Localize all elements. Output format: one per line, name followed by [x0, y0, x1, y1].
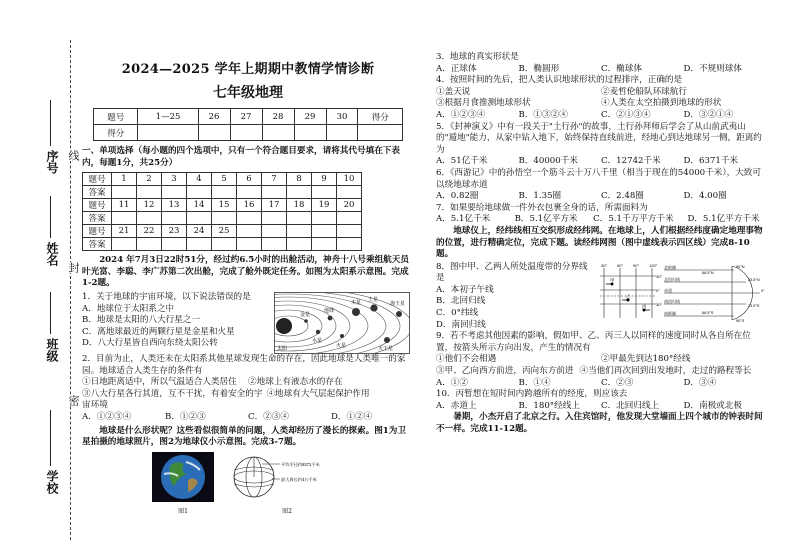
question-number-cell: 8: [287, 173, 312, 186]
question-10: 10．丙暂想在短时间内跨越所有的经度，则应该去: [436, 389, 628, 400]
q1-option-b[interactable]: B．地球是太阳的八大行星之一: [82, 315, 201, 326]
q4-item-3: ③根据月食推测地球形状: [436, 98, 531, 109]
q9-choices: [436, 378, 766, 390]
q5-option-d[interactable]: D．6371千米: [683, 156, 739, 167]
question-number-cell: 12: [137, 199, 162, 212]
seat-label: 序号: [45, 150, 59, 174]
q8-option-d[interactable]: D．南回归线: [436, 319, 486, 330]
score-th: 28: [262, 109, 294, 125]
answer-cell[interactable]: [262, 212, 287, 225]
q9-item-1: ①他们不会相遇: [436, 354, 497, 365]
answer-cell[interactable]: [187, 186, 212, 199]
solar-label: 木星: [351, 299, 362, 306]
solar-label-sun: 太阳: [277, 345, 288, 352]
zone-label: 北回归线: [664, 276, 680, 282]
q10-option-d[interactable]: D．南极或北极: [683, 400, 742, 411]
question-number-cell: 21: [112, 225, 137, 238]
question-number-cell: 20: [337, 199, 362, 212]
answer-grid-number-row: [83, 225, 362, 238]
question-number-cell: 19: [312, 199, 337, 212]
score-table: [93, 108, 403, 141]
zone-label: 南回归线: [664, 298, 680, 304]
earth-photo: [152, 452, 214, 502]
q4-items-row2: [436, 98, 766, 110]
section1-instruction: 一、单项选择（每小题的四个选项中，只有一个符合题目要求，请将其代号填在下表内，每题1分，共25分）: [82, 146, 400, 168]
solar-label: 海王星: [390, 300, 406, 307]
answer-grid-answer-row: [83, 238, 362, 251]
q4-choice-d[interactable]: D．③②①④: [683, 109, 734, 120]
zone-lat-label: 23.5°N: [748, 277, 760, 282]
q4-item-1: ①盖天说: [436, 86, 471, 97]
answer-cell[interactable]: [262, 186, 287, 199]
q9-items-row1: [436, 354, 766, 366]
q8-option-c[interactable]: C．0°纬线: [436, 308, 479, 319]
planet-icon: [384, 337, 390, 343]
q5-option-a[interactable]: A．51亿千米: [436, 156, 488, 167]
q6-option-c[interactable]: C．2.48圈: [601, 191, 644, 202]
answer-grid-answer-row: [83, 212, 362, 225]
planet-icon: [370, 304, 377, 311]
answer-grid-number-row: [83, 173, 362, 186]
q4-choice-c[interactable]: C．②①③④: [601, 109, 651, 120]
q10-options: [436, 401, 766, 413]
q2-item-1: ①日地距离适中，所以气温适合人类居住: [82, 377, 237, 388]
answer-grid-row-label: 题号: [83, 173, 112, 186]
solar-label: 地球: [324, 307, 335, 314]
zone-lat-label: 0°: [761, 288, 765, 293]
question-number-cell: 10: [337, 173, 362, 186]
zone-label: 北极圈: [664, 264, 676, 270]
q2-choices: [82, 412, 414, 424]
map-person-label: 丙: [642, 303, 647, 309]
q4-choice-b[interactable]: B．①③②④: [518, 109, 568, 120]
q2-item-3: ③八大行星各行其道，互不干扰，有着安全的宇宙环境: [82, 388, 263, 411]
map-long-label: 120°: [649, 262, 658, 268]
question-number-cell: 14: [187, 199, 212, 212]
school-label: 学校: [45, 470, 59, 494]
right-column: [436, 52, 766, 552]
question-number-cell: 2: [137, 173, 162, 186]
planet-icon: [304, 319, 308, 323]
class-label: 班级: [45, 338, 59, 362]
zone-lat-label: 66.5°S: [702, 310, 714, 315]
score-th: 29: [294, 109, 326, 125]
score-row-label: 得分: [94, 125, 138, 141]
answer-cell[interactable]: [287, 238, 312, 251]
class-blank[interactable]: [50, 292, 51, 334]
score-th: 27: [230, 109, 262, 125]
q9-choice-c[interactable]: C．②③: [601, 377, 634, 388]
question-number-cell: [237, 225, 262, 238]
answer-cell[interactable]: [237, 186, 262, 199]
map-lat-label: 30°: [656, 273, 662, 279]
solar-label: 天王星: [378, 345, 394, 352]
answer-cell[interactable]: [162, 238, 187, 251]
answer-cell[interactable]: [187, 238, 212, 251]
answer-grid: [82, 172, 362, 251]
figure-2-caption: 图2: [282, 507, 292, 515]
answer-cell[interactable]: [337, 212, 362, 225]
answer-grid-row-label: 答案: [83, 238, 112, 251]
q7-option-d[interactable]: D．5.1亿平方千米: [687, 214, 760, 225]
score-table-header: [94, 109, 403, 125]
question-6: 6．《西游记》中的孙悟空一个筋斗云十万八千里（相当于现在的54000千米），大致可以绕地球赤道: [436, 167, 761, 190]
name-blank[interactable]: [50, 196, 51, 238]
map-lat-label: 0°: [656, 287, 660, 293]
zone-label: 南极圈: [664, 310, 676, 316]
answer-cell[interactable]: [312, 186, 337, 199]
question-number-cell: 17: [262, 199, 287, 212]
question-number-cell: 7: [262, 173, 287, 186]
q6-option-d[interactable]: D．4.00圈: [683, 191, 727, 202]
score-cell[interactable]: [230, 125, 262, 141]
answer-cell[interactable]: [287, 212, 312, 225]
answer-cell[interactable]: [112, 186, 137, 199]
question-3: 3．地球的真实形状是: [436, 52, 519, 62]
q1-option-a[interactable]: A．地球位于太阳系之中: [82, 303, 175, 314]
question-number-cell: [337, 225, 362, 238]
q9-item-3: ③甲、乙向西方前进，丙向东方前进: [436, 366, 574, 377]
seal-line: [70, 40, 71, 540]
answer-grid-row-label: 题号: [83, 199, 112, 212]
question-7: 7．如果要给地球做一件外衣包裹全身的话，所需面料为: [436, 202, 648, 213]
question-number-cell: 9: [312, 173, 337, 186]
q2-choice-d[interactable]: D．①②④: [331, 411, 373, 422]
answer-cell[interactable]: [212, 212, 237, 225]
answer-cell[interactable]: [137, 212, 162, 225]
intro-8-10: 地球仪上，经纬线相互交织形成经纬网。在地球上，人们根据经纬度确定地理事物的位置，进行精确定位，完成下题。读经纬网图（图中虚线表示四区线）完成8-10题。: [436, 225, 763, 260]
answer-grid-row-label: 答案: [83, 186, 112, 199]
question-8: 8．图中甲、乙两人所处温度带的分界线是: [436, 261, 588, 284]
exam-subtitle: 七年级地理: [213, 85, 283, 101]
q4-items-row1: [436, 87, 766, 99]
planet-icon: [316, 330, 320, 334]
answer-grid-row-label: 答案: [83, 212, 112, 225]
school-blank[interactable]: [50, 410, 51, 466]
q3-option-c[interactable]: C．椭球体: [601, 63, 642, 74]
q10-option-c[interactable]: C．北回归线上: [601, 400, 660, 411]
question-number-cell: 13: [162, 199, 187, 212]
q10-option-a[interactable]: A．赤道上: [436, 400, 477, 411]
q3-option-d[interactable]: D．不规则球体: [683, 63, 742, 74]
score-th: 题号: [94, 109, 138, 125]
question-number-cell: [312, 225, 337, 238]
q7-option-c[interactable]: C．5.1千万平方千米: [593, 214, 674, 225]
q7-option-a[interactable]: A．5.1亿千米: [436, 214, 491, 225]
question-4: 4．按照时间的先后，把人类认识地球形状的过程排序，正确的是: [436, 75, 683, 86]
seal-char-line: 线: [67, 150, 79, 161]
q3-option-a[interactable]: A．正球体: [436, 63, 477, 74]
q4-choice-a[interactable]: A．①②③④: [436, 109, 486, 120]
answer-cell[interactable]: [112, 238, 137, 251]
q1-option-c[interactable]: C．离地球最近的两颗行星是金星和火星: [82, 326, 235, 337]
planet-icon: [328, 316, 333, 321]
question-number-cell: 11: [112, 199, 137, 212]
answer-grid-number-row: [83, 199, 362, 212]
answer-cell[interactable]: [187, 212, 212, 225]
question-number-cell: [262, 225, 287, 238]
globe-radius-label: 平均半径约6371千米: [281, 461, 320, 467]
question-number-cell: 1: [112, 173, 137, 186]
solar-label: 土星: [368, 296, 379, 303]
q2-choice-a[interactable]: A．①②③④: [82, 411, 132, 422]
score-cell[interactable]: [198, 125, 230, 141]
name-label: 姓名: [45, 242, 59, 266]
answer-cell[interactable]: [212, 186, 237, 199]
score-cell[interactable]: [326, 125, 358, 141]
left-column: [82, 52, 414, 552]
q9-choice-d[interactable]: D．③④: [683, 377, 717, 388]
answer-cell[interactable]: [162, 212, 187, 225]
q6-options: [436, 191, 766, 203]
zone-lat-label: 90°S: [736, 318, 745, 323]
zone-lat-label: 23.5°S: [748, 303, 760, 308]
answer-cell[interactable]: [137, 238, 162, 251]
intro-3-7: 地球是什么形状呢？这些看似很简单的问题，人类却经历了漫长的探索。图1为卫星拍摄的地球照片，图2为地球仪小示意图。完成3-7题。: [82, 425, 406, 448]
q9-items-row2: [436, 366, 766, 378]
q7-options: [436, 214, 766, 226]
q3-options: [436, 64, 766, 76]
q9-item-2: ②甲最先到达180°经线: [601, 354, 691, 365]
score-th: 30: [326, 109, 358, 125]
q5-option-c[interactable]: C．12742千米: [601, 156, 661, 167]
question-2: 2．目前为止，人类还未在太阳系其他星球发现生命的存在，因此地球是人类唯一的家园。地球适合人类生存的条件有: [82, 353, 406, 376]
q1-text-block: [82, 292, 274, 354]
q1-q2-block: [82, 292, 414, 354]
answer-cell[interactable]: [237, 212, 262, 225]
answer-grid-row-label: 题号: [83, 225, 112, 238]
figure-2: [232, 452, 342, 515]
q2-item-4: ④地球有大气层起保护作用: [266, 388, 370, 399]
score-th: 1—25: [138, 109, 198, 125]
score-table-row: [94, 125, 403, 141]
map-long-label: 30°: [601, 262, 608, 268]
seal-char-seal: 封: [67, 262, 79, 273]
answer-cell[interactable]: [312, 238, 337, 251]
solar-label: 火星: [336, 342, 347, 349]
seal-char-secret: 密: [67, 395, 79, 406]
binding-margin: [0, 0, 79, 560]
question-number-cell: [287, 225, 312, 238]
zone-lat-label: 90°N: [736, 264, 745, 269]
map-person-label: 乙: [626, 293, 631, 299]
q10-option-b[interactable]: B．180°经线上: [518, 400, 580, 411]
q4-item-2: ②麦哲伦船队环球航行: [601, 86, 687, 97]
score-th: 得分: [358, 109, 403, 125]
figure-1: [152, 452, 214, 515]
answer-cell[interactable]: [337, 238, 362, 251]
exam-title: 2024—2025 学年上期期中教情学情诊断: [121, 62, 375, 77]
question-number-cell: 4: [187, 173, 212, 186]
answer-cell[interactable]: [337, 186, 362, 199]
q1-option-d[interactable]: D．八大行星皆自西向东绕太阳公转: [82, 338, 218, 349]
question-number-cell: 15: [212, 199, 237, 212]
answer-cell[interactable]: [162, 186, 187, 199]
q5-option-b[interactable]: B．40000千米: [518, 156, 578, 167]
planet-icon: [340, 334, 344, 338]
question-number-cell: 6: [237, 173, 262, 186]
question-number-cell: 25: [212, 225, 237, 238]
score-cell[interactable]: [358, 125, 403, 141]
q6-option-b[interactable]: B．1.35圈: [518, 191, 562, 202]
zone-lat-label: 66.5°N: [702, 270, 714, 275]
map-person-label: 甲: [610, 277, 615, 283]
answer-cell[interactable]: [312, 212, 337, 225]
answer-grid-answer-row: [83, 186, 362, 199]
q2-items-row1: [82, 377, 414, 389]
score-th: 26: [198, 109, 230, 125]
q2-items-row2: [82, 389, 414, 412]
score-cell[interactable]: [294, 125, 326, 141]
answer-cell[interactable]: [212, 238, 237, 251]
answer-cell[interactable]: [137, 186, 162, 199]
q9-item-4: ④当他们再次回到出发地时，走过的路程等长: [579, 366, 752, 377]
question-number-cell: 23: [162, 225, 187, 238]
q5-options: [436, 156, 766, 168]
question-number-cell: 22: [137, 225, 162, 238]
question-number-cell: 18: [287, 199, 312, 212]
solar-label: 金星: [300, 311, 311, 318]
q9-choice-b[interactable]: B．①④: [518, 377, 551, 388]
q7-option-b[interactable]: B．5.1亿平方米: [514, 214, 578, 225]
map-lat-label: 30°: [656, 301, 662, 307]
figures-row: [82, 452, 414, 515]
planet-icon: [352, 308, 360, 316]
q4-item-4: ④人类在太空拍摄到地球的形状: [601, 98, 722, 109]
answer-cell[interactable]: [237, 238, 262, 251]
zone-label: 赤道: [664, 287, 672, 293]
answer-cell[interactable]: [287, 186, 312, 199]
planet-icon: [396, 311, 402, 317]
map-long-label: 60°: [617, 262, 624, 268]
question-number-cell: 24: [187, 225, 212, 238]
q8-text-block: [436, 262, 596, 332]
q3-option-b[interactable]: B．椭圆形: [518, 63, 560, 74]
question-number-cell: 5: [212, 173, 237, 186]
globe-diagram: [232, 452, 342, 502]
map-long-label: 90°: [633, 262, 640, 268]
q2-item-2: ②地球上有液态水的存在: [248, 377, 343, 388]
earth-zones-diagram: [662, 262, 766, 324]
answer-cell[interactable]: [262, 238, 287, 251]
question-5: 5．《封神演义》中有一段关于"土行孙"的故事，土行孙拜师后学会了从山前武夷山的"遁地"能力，从家中钻入地下，始终保持直线前进，经地心到达地球另一侧，距离约为: [436, 121, 762, 155]
q8-option-b[interactable]: B．北回归线: [436, 296, 486, 307]
q2-choice-c[interactable]: C．②③④: [248, 411, 289, 422]
question-number-cell: 16: [237, 199, 262, 212]
solar-label: 水星: [312, 337, 323, 344]
score-cell[interactable]: [262, 125, 294, 141]
intro-1-2: 2024 年7月3日22时51分，经过约6.5小时的出舱活动，神舟十八号乘组航天员叶光富、李聪、李广苏第二次出舱，完成了舱外既定任务。如图为太阳系示意图。完成1-2题。: [82, 255, 409, 289]
question-9: 9．若不考虑其他因素的影响，假如甲、乙、丙三人以同样的速度同时从各自所在位置，按箭头所示方向出发，产生的情况有: [436, 331, 751, 353]
intro-11-12: 暑期，小杰开启了北京之行。入住宾馆时，他发现大堂墙面上四个城市的钟表时间不一样。完成11-12题。: [436, 412, 763, 434]
q8-option-a[interactable]: A．本初子午线: [436, 284, 494, 295]
score-cell[interactable]: [138, 125, 198, 141]
q4-choices: [436, 110, 766, 122]
globe-perimeter-label: 最大周长约4万千米: [281, 476, 317, 482]
q8-block: [436, 262, 766, 332]
figure-1-caption: 图1: [178, 507, 188, 515]
question-1: 1．关于地球的宇宙环境，以下说法错误的是: [82, 291, 251, 302]
lat-long-grid-map: [596, 262, 662, 324]
q9-choice-a[interactable]: A．①②: [436, 377, 468, 388]
sun-icon: [276, 318, 292, 334]
solar-system-diagram: [274, 292, 410, 354]
seat-blank[interactable]: [50, 100, 51, 146]
answer-cell[interactable]: [112, 212, 137, 225]
q6-option-a[interactable]: A．0.82圈: [436, 191, 479, 202]
q2-choice-b[interactable]: B．①②③: [165, 411, 206, 422]
question-number-cell: 3: [162, 173, 187, 186]
